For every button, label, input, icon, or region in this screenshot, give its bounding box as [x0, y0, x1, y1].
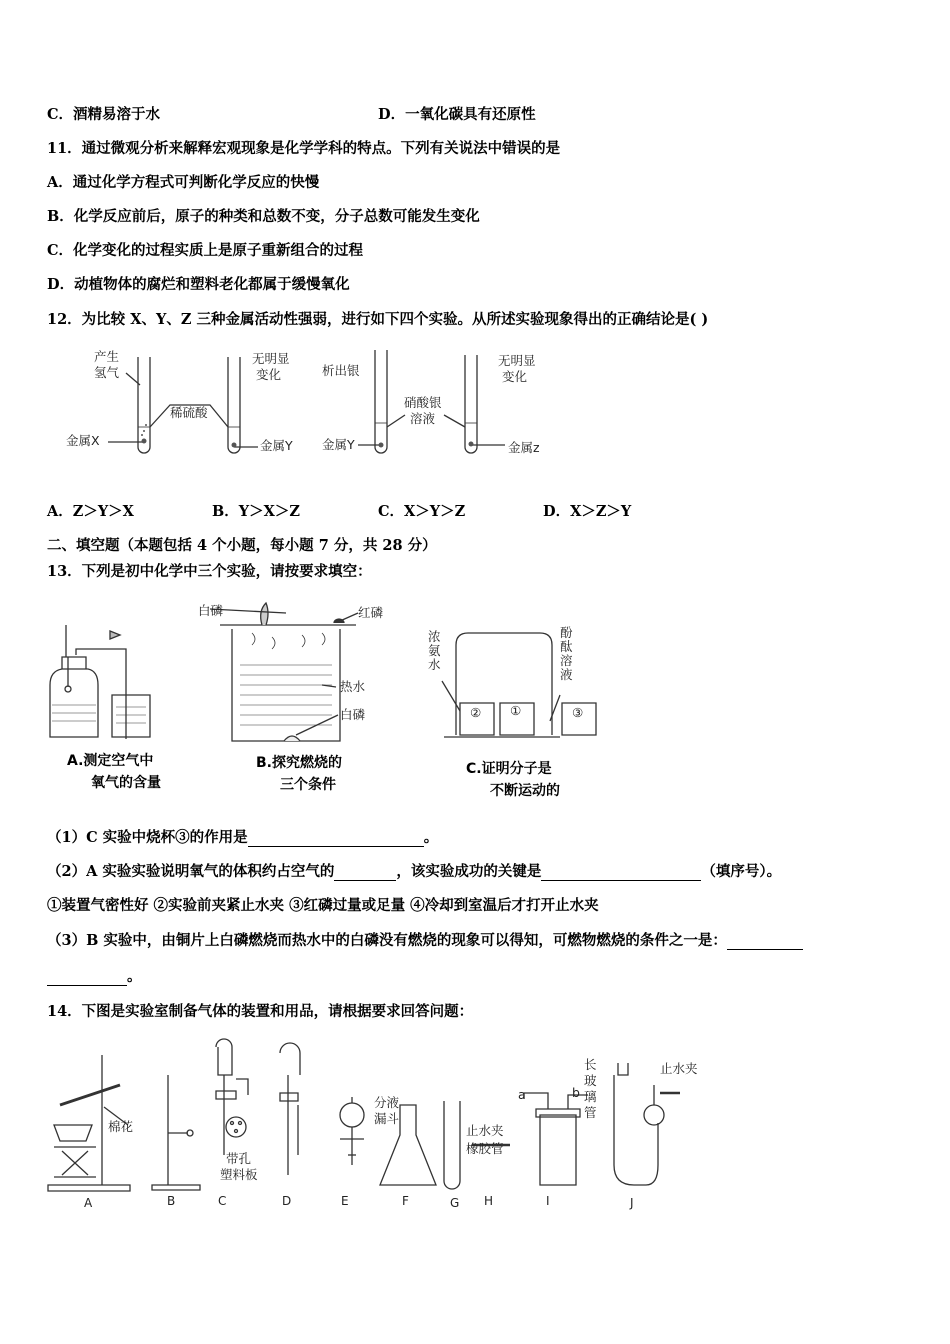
t1-top-label-1: 产生 [94, 349, 120, 364]
clamp-h-label-2: 橡胶管 [466, 1141, 504, 1156]
letter-c: C [218, 1194, 227, 1208]
port-a-label: a [518, 1087, 526, 1102]
funnel-label-1: 分液 [374, 1095, 400, 1110]
red-phosphorus-label: 红磷 [358, 605, 384, 620]
t3-top-label: 析出银 [322, 363, 360, 378]
cotton-label: 棉花 [108, 1119, 134, 1134]
q11-stem: 11．通过微观分析来解释宏观现象是化学学科的特点。下列有关说法中错误的是 [47, 140, 561, 157]
phenol-label-3: 溶 [560, 653, 573, 668]
q11-option-a: A．通过化学方程式可判断化学反应的快慢 [47, 174, 320, 191]
plate-label-1: 带孔 [226, 1151, 252, 1166]
q11-option-c: C．化学变化的过程实质上是原子重新组合的过程 [47, 242, 364, 259]
clamp-j-label: 止水夹 [660, 1061, 698, 1076]
q12-option-c: C．X＞Y＞Z [378, 503, 466, 520]
silver-label-2: 溶液 [410, 411, 436, 426]
letter-h: H [484, 1194, 494, 1208]
caption-c: C.证明分子是 不断运动的 [466, 761, 560, 799]
letter-b: B [167, 1194, 176, 1208]
q11-option-d: D．动植物体的腐烂和塑料老化都属于缓慢氧化 [47, 276, 350, 293]
q11-option-b: B．化学反应前后，原子的种类和总数不变，分子总数可能发生变化 [47, 208, 480, 225]
phenol-label-1: 酚 [560, 625, 573, 640]
q13-part-3-end: 。 [47, 965, 142, 986]
silver-label-1: 硝酸银 [404, 395, 442, 410]
plate-label-2: 塑料板 [220, 1167, 258, 1182]
letter-f: F [402, 1194, 409, 1208]
q10-option-d: D．一氧化碳具有还原性 [378, 106, 536, 123]
q13-part-2-options: ①装置气密性好 ②实验前夹紧止水夹 ③红磷过量或足量 ④冷却到室温后才打开止水夹 [47, 897, 599, 914]
acid-label: 稀硫酸 [170, 405, 208, 420]
phenol-label-2: 酞 [560, 639, 573, 654]
t4-metal-label: 金属z [508, 440, 540, 455]
caption-a: A.测定空气中 氧气的含量 [67, 753, 161, 791]
t3-metal-label: 金属Y [322, 437, 355, 452]
letter-a: A [84, 1196, 93, 1210]
t4-top-label-1: 无明显 [498, 353, 536, 368]
hot-water-label: 热水 [340, 679, 366, 694]
letter-d: D [282, 1194, 292, 1208]
t1-metal-label: 金属X [66, 433, 100, 448]
letter-e: E [341, 1194, 349, 1208]
ammonia-label-3: 水 [428, 657, 441, 672]
beaker-3-label: ③ [572, 705, 584, 720]
q14-figure [40, 1035, 720, 1215]
q12-figure [60, 345, 560, 465]
q12-option-a: A．Z＞Y＞X [47, 503, 134, 520]
q13-stem: 13．下列是初中化学中三个实验，请按要求填空： [47, 563, 372, 580]
long-tube-label-1: 长 [584, 1057, 597, 1072]
q12-option-d: D．X＞Z＞Y [543, 503, 632, 520]
t1-top-label-2: 氢气 [94, 365, 120, 380]
long-tube-label-3: 璃 [584, 1089, 597, 1104]
clamp-h-label-1: 止水夹 [466, 1123, 504, 1138]
q12-stem: 12．为比较 X、Y、Z 三种金属活动性强弱，进行如下四个实验。从所述实验现象得出的正确结论是( ) [47, 311, 709, 328]
beaker-2-label: ② [470, 705, 482, 720]
q13-figure [40, 595, 620, 755]
letter-i: I [546, 1194, 550, 1208]
q13-part-1: （1）C 实验中烧杯③的作用是 。 [47, 829, 439, 846]
section-2-heading: 二、填空题（本题包括 4 个小题，每小题 7 分，共 28 分） [47, 537, 437, 554]
funnel-label-2: 漏斗 [374, 1111, 400, 1126]
ammonia-label-2: 氨 [428, 643, 441, 658]
t4-top-label-2: 变化 [502, 369, 528, 384]
q14-stem: 14．下图是实验室制备气体的装置和用品，请根据要求回答问题： [47, 1003, 474, 1020]
long-tube-label-2: 玻 [584, 1073, 597, 1088]
phenol-label-4: 液 [560, 667, 573, 682]
white-phosphorus-label: 白磷 [198, 603, 224, 618]
q13-part-2: （2）A 实验实验说明氧气的体积约占空气的 ，该实验成功的关键是 （填序号）。 [47, 863, 782, 880]
q12-option-b: B．Y＞X＞Z [212, 503, 300, 520]
t2-top-label-1: 无明显 [252, 351, 290, 366]
port-b-label: b [572, 1085, 580, 1100]
caption-b: B.探究燃烧的 三个条件 [256, 755, 342, 793]
ammonia-label-1: 浓 [428, 629, 441, 644]
q10-option-c: C．酒精易溶于水 [47, 106, 161, 123]
t2-metal-label: 金属Y [260, 438, 293, 453]
t2-top-label-2: 变化 [256, 367, 282, 382]
q13-part-3: （3）B 实验中，由铜片上白磷燃烧而热水中的白磷没有燃烧的现象可以得知，可燃物燃烧的条件之一是： [47, 929, 803, 950]
white-phosphorus-2-label: 白磷 [340, 707, 366, 722]
long-tube-label-4: 管 [584, 1105, 597, 1120]
letter-g: G [450, 1196, 460, 1210]
beaker-1-label: ① [510, 703, 522, 718]
letter-j: J [630, 1196, 634, 1210]
